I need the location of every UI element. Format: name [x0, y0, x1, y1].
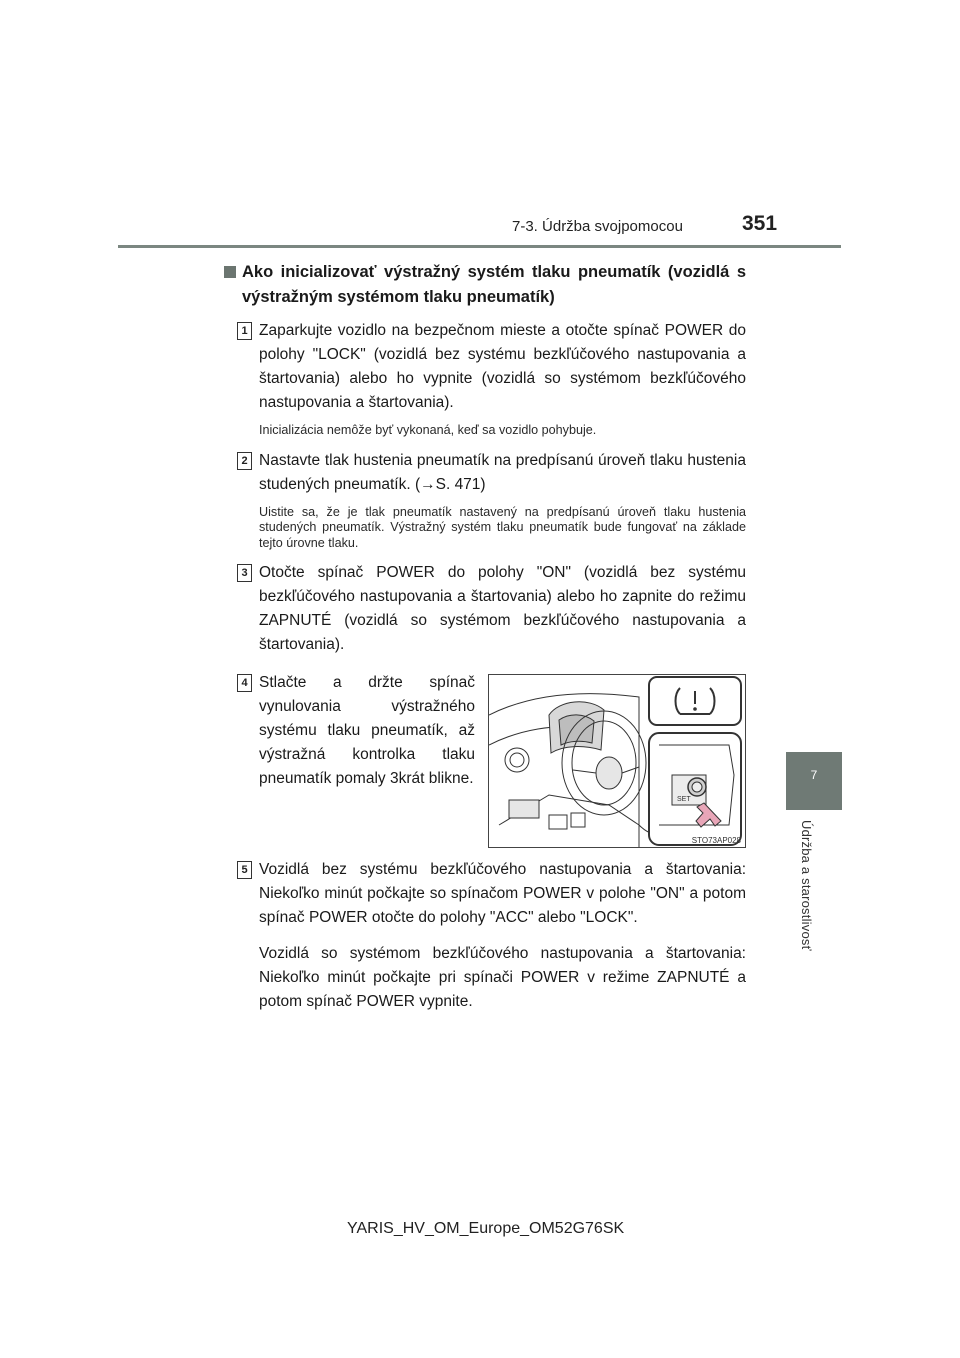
- step-2-text: Nastavte tlak hustenia pneumatík na predpísanú úroveň tlaku hustenia studených pneumatík. (→S. 471): [259, 451, 746, 493]
- figure-code: STO73AP028: [691, 836, 741, 845]
- step-number-5: 5: [237, 861, 252, 879]
- step-4: [222, 671, 746, 848]
- header-divider: [118, 245, 841, 248]
- square-bullet-icon: [224, 266, 236, 278]
- step-1-note: Inicializácia nemôže byť vykonaná, keď sa vozidlo pohybuje.: [259, 423, 597, 437]
- step-4-text: Stlačte a držte spínač vynulovania výstražného systému tlaku pneumatík, až výstražná kontrolka tlaku pneumatík pomaly 3krát blikne.: [259, 674, 475, 787]
- dashboard-drawing: [489, 675, 745, 847]
- step-2-note: Uistite sa, že je tlak pneumatík nastavený na predpísanú úroveň tlaku hustenia studených pneumatík. Výstražný systém tlaku pneumatík bude fungovať na základe tejto úrovne tlaku.: [259, 504, 746, 550]
- switch-label: SET: [677, 796, 691, 803]
- step-3: [222, 561, 746, 657]
- step-number-4: 4: [237, 674, 252, 692]
- step-number-2: 2: [237, 452, 252, 470]
- step-number-1: 1: [237, 322, 252, 340]
- step-3-text: Otočte spínač POWER do polohy "ON" (vozidlá bez systému bezkľúčového nastupovania a štartovania) alebo ho zapnite do režimu ZAPNUTÉ (vozidlá so systémom bezkľúčového nastupovania a štartovania).: [259, 564, 746, 653]
- section-heading: [222, 260, 746, 310]
- step-2: [222, 449, 746, 552]
- chapter-number: 7: [810, 768, 818, 782]
- document-code: YARIS_HV_OM_Europe_OM52G76SK: [347, 1220, 625, 1237]
- step-1: [222, 319, 746, 439]
- page-number: 351: [742, 212, 778, 235]
- section-title: 7-3. Údržba svojpomocou: [512, 218, 683, 235]
- chapter-title: Údržba a starostlivosť: [799, 820, 814, 951]
- step-number-3: 3: [237, 564, 252, 582]
- section-heading-text: Ako inicializovať výstražný systém tlaku pneumatík (vozidlá s výstražným systémom tlaku pneumatík): [242, 263, 746, 306]
- reset-switch-illustration: [488, 674, 746, 848]
- step-5-text-2: Vozidlá so systémom bezkľúčového nastupovania a štartovania: Niekoľko minút počkajte pri spínači POWER v režime ZAPNUTÉ a potom spínač POWER vypnite.: [259, 945, 746, 1010]
- step-5: [222, 858, 746, 1014]
- main-content: [222, 260, 746, 1020]
- step-1-text: Zaparkujte vozidlo na bezpečnom mieste a otočte spínač POWER do polohy "LOCK" (vozidlá bez systému bezkľúčového nastupovania a štartovania) alebo ho vypnite (vozidlá so systémom bezkľúčového nastupovania a štartovania).: [259, 322, 746, 411]
- step-5-text: Vozidlá bez systému bezkľúčového nastupovania a štartovania: Niekoľko minút počkajte so spínačom POWER v polohe "ON" a potom spínač POWER otočte do polohy "ACC" alebo "LOCK".: [259, 861, 746, 926]
